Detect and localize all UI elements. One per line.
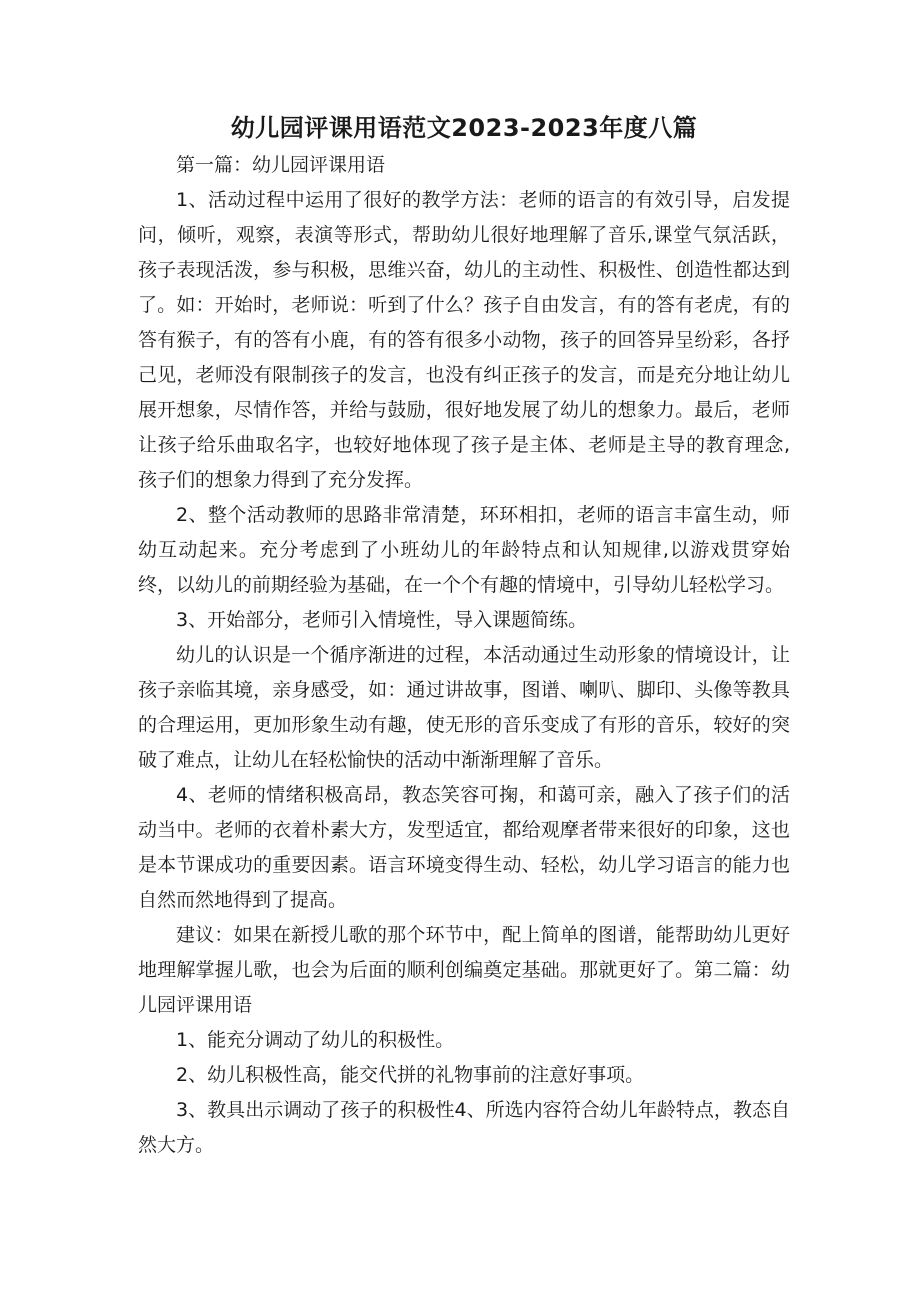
paragraph: 2、整个活动教师的思路非常清楚，环环相扣，老师的语言丰富生动，师幼互动起来。充分考虑到了小班幼儿的年龄特点和认知规律,以游戏贯穿始终，以幼儿的前期经验为基础，在一个个有趣的情境中，引导幼儿轻松学习。: [138, 504, 790, 596]
document-title: 幼儿园评课用语范文2023-2023年度八篇: [230, 114, 698, 142]
paragraph: 建议：如果在新授儿歌的那个环节中，配上简单的图谱，能帮助幼儿更好地理解掌握儿歌，也会为后面的顺利创编奠定基础。那就更好了。第二篇：幼儿园评课用语: [138, 924, 790, 1016]
paragraph: 4、老师的情绪积极高昂，教态笑容可掬，和蔼可亲，融入了孩子们的活动当中。老师的衣着朴素大方，发型适宜，都给观摩者带来很好的印象，这也是本节课成功的重要因素。语言环境变得生动、轻松，幼儿学习语言的能力也自然而然地得到了提高。: [138, 784, 790, 911]
paragraph: 幼儿的认识是一个循序渐进的过程，本活动通过生动形象的情境设计，让孩子亲临其境，亲身感受，如：通过讲故事，图谱、喇叭、脚印、头像等教具的合理运用，更加形象生动有趣，使无形的音乐变成了有形的音乐，较好的突破了难点，让幼儿在轻松愉快的活动中渐渐理解了音乐。: [138, 644, 790, 771]
paragraph: 3、教具出示调动了孩子的积极性4、所选内容符合幼儿年龄特点，教态自然大方。: [138, 1099, 790, 1156]
paragraph: 2、幼儿积极性高，能交代拼的礼物事前的注意好事项。: [176, 1064, 645, 1086]
document-body: [138, 108, 790, 1163]
section-heading: 第一篇：幼儿园评课用语: [176, 154, 386, 176]
paragraph: 1、活动过程中运用了很好的教学方法：老师的语言的有效引导，启发提问，倾听，观察，表演等形式，帮助幼儿很好地理解了音乐,课堂气氛活跃，孩子表现活泼，参与积极，思维兴奋，幼儿的主动性、积极性、创造性都达到了。如：开始时，老师说：听到了什么？孩子自由发言，有的答有老虎，有的答有猴子，有的答有小鹿，有的答有很多小动物，孩子的回答异呈纷彩，各抒己见，老师没有限制孩子的发言，也没有纠正孩子的发言，而是充分地让幼儿展开想象，尽情作答，并给与鼓励，很好地发展了幼儿的想象力。最后，老师让孩子给乐曲取名字，也较好地体现了孩子是主体、老师是主导的教育理念,孩子们的想象力得到了充分发挥。: [138, 189, 790, 491]
paragraph: 1、能充分调动了幼儿的积极性。: [176, 1029, 455, 1051]
paragraph: 3、开始部分，老师引入情境性，导入课题简练。: [176, 609, 588, 631]
